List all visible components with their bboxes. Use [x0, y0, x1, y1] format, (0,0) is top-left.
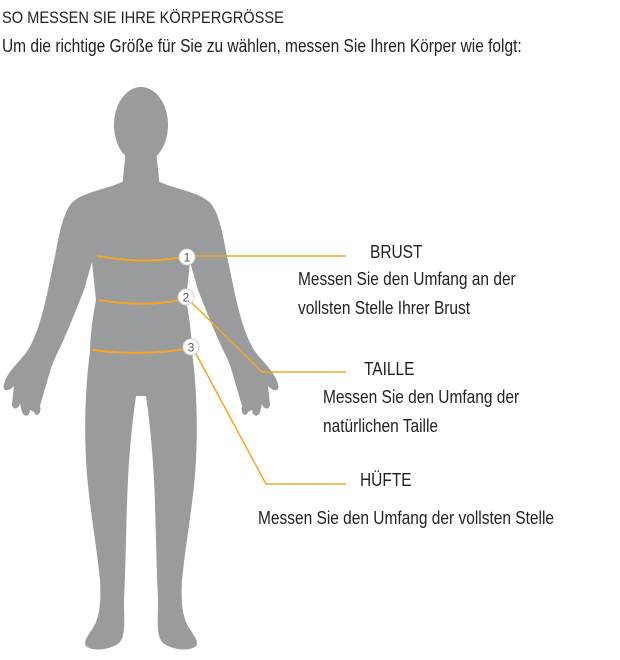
marker-3 — [183, 339, 199, 355]
page-subtitle: Um die richtige Größe für Sie zu wählen, messen Sie Ihren Körper wie folgt: — [2, 36, 522, 56]
svg-text:1: 1 — [183, 250, 191, 265]
hip-description-line1: Messen Sie den Umfang der vollsten Stelle — [258, 508, 555, 528]
page-title: SO MESSEN SIE IHRE KÖRPERGRÖSSE — [2, 8, 284, 27]
marker-2 — [178, 289, 194, 305]
waist-description-line2: natürlichen Taille — [323, 416, 439, 436]
waist-label: TAILLE — [364, 359, 415, 379]
hip-label: HÜFTE — [360, 470, 412, 490]
chest-description-line2: vollsten Stelle Ihrer Brust — [298, 298, 471, 318]
svg-text:2: 2 — [182, 290, 190, 305]
marker-1 — [179, 249, 195, 265]
body-silhouette — [4, 87, 279, 649]
waist-description-line1: Messen Sie den Umfang der — [323, 387, 520, 407]
chest-description-line1: Messen Sie den Umfang an der — [298, 269, 516, 289]
svg-text:3: 3 — [187, 340, 195, 355]
chest-label: BRUST — [370, 242, 423, 262]
